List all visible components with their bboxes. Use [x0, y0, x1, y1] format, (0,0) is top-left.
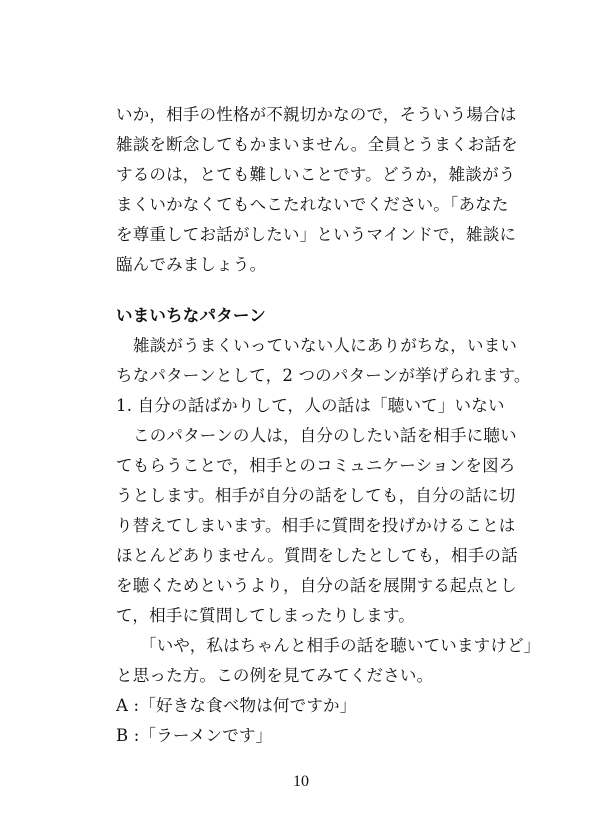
body-line-5: を尊重してお話がしたい」というマインドで，雑談に [116, 225, 517, 244]
body-line-16: て，相手に質問してしまったりします。 [116, 606, 415, 625]
dialogue-line-a: A :「好きな食べ物は何ですか」 [116, 696, 357, 715]
body-line-15: を聴くためというより，自分の話を展開する起点とし [116, 576, 517, 595]
section-heading: いまいちなパターン [116, 306, 266, 325]
list-item-1: 1. 自分の話ばかりして，人の話は「聴いて」いない [116, 396, 505, 415]
body-line-10: このパターンの人は，自分のしたい話を相手に聴い [133, 426, 517, 445]
body-line-6: 臨んでみましょう。 [116, 255, 267, 274]
body-line-11: てもらうことで，相手とのコミュニケーションを図ろ [116, 456, 516, 475]
page-number: 10 [293, 773, 309, 790]
body-line-3: するのは，とても難しいことです。どうか，雑談がう [116, 165, 516, 184]
body-line-7: 雑談がうまくいっていない人にありがちな，いまい [133, 336, 518, 355]
body-line-2: 雑談を断念してもかまいません。全員とうまくお話を [116, 135, 518, 154]
body-line-18: と思った方。この例を見てみてください。 [116, 666, 434, 685]
dialogue-line-b: B :「ラーメンです」 [116, 726, 273, 745]
body-line-12: うとします。相手が自分の話をしても，自分の話に切 [116, 486, 516, 505]
body-line-1: いか，相手の性格が不親切かなので，そういう場合は [116, 105, 517, 124]
body-line-4: まくいかなくてもへこたれないでください。「あなた [116, 195, 509, 214]
body-line-14: ほとんどありません。質問をしたとしても，相手の話 [116, 546, 518, 565]
body-line-8: ちなパターンとして，2 つのパターンが挙げられます。 [116, 366, 531, 385]
body-line-17: 「いや，私はちゃんと相手の話を聴いていますけど」 [140, 636, 541, 655]
body-line-13: り替えてしまいます。相手に質問を投げかけることは [116, 516, 516, 535]
